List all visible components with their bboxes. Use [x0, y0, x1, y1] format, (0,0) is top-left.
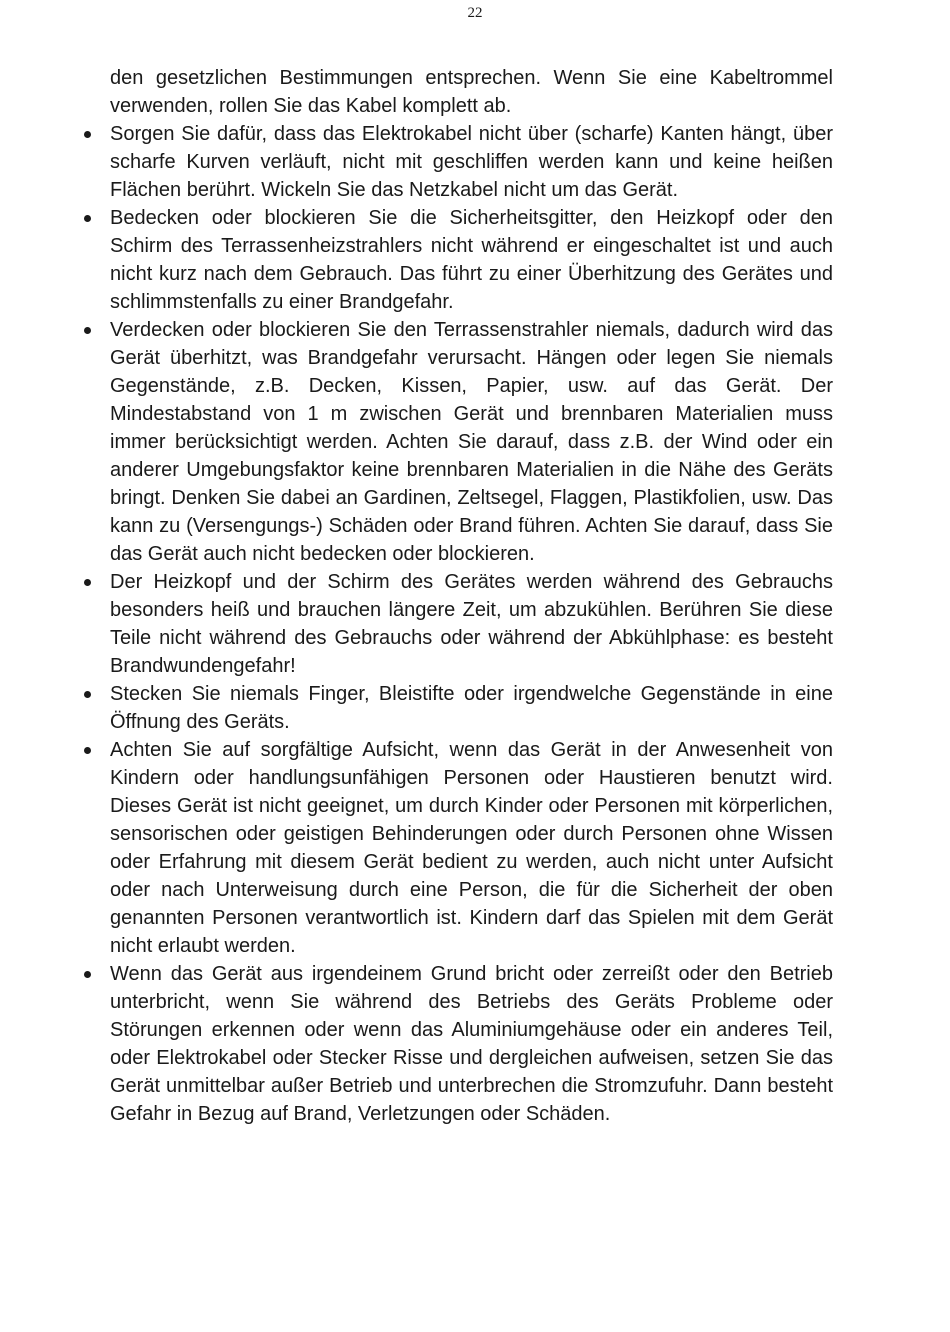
list-item	[110, 960, 833, 1128]
list-item	[110, 736, 833, 960]
list-item	[110, 120, 833, 204]
bullet-icon	[84, 971, 91, 978]
list-item-text: Achten Sie auf sorgfältige Aufsicht, wenn das Gerät in der Anwesenheit von Kindern oder handlungsunfähigen Personen oder Haustieren benutzt wird. Dieses Gerät ist nicht geeignet, um durch Kinder oder Personen mit körperlichen, sensorischen oder geistigen Behinderungen oder durch Personen ohne Wissen oder Erfahrung mit diesem Gerät bedient zu werden, auch nicht unter Aufsicht oder nach Unterweisung durch eine Person, die für die Sicherheit der oben genannten Personen verantwortlich ist. Kindern darf das Spielen mit dem Gerät nicht erlaubt werden.	[110, 739, 833, 957]
list-item	[110, 316, 833, 568]
list-item-text: Wenn das Gerät aus irgendeinem Grund bricht oder zerreißt oder den Betrieb unterbricht, wenn Sie während des Betriebs des Geräts Probleme oder Störungen erkennen oder wenn das Aluminiumgehäuse oder ein anderes Teil, oder Elektrokabel oder Stecker Risse und dergleichen aufweisen, setzen Sie das Gerät unmittelbar außer Betrieb und unterbrechen die Stromzufuhr. Dann besteht Gefahr in Bezug auf Brand, Verletzungen oder Schäden.	[110, 963, 833, 1125]
bullet-icon	[84, 327, 91, 334]
bullet-icon	[84, 131, 91, 138]
list-item-text: Verdecken oder blockieren Sie den Terrassenstrahler niemals, dadurch wird das Gerät überhitzt, was Brandgefahr verursacht. Hängen oder legen Sie niemals Gegenstände, z.B. Decken, Kissen, Papier, usw. auf das Gerät. Der Mindestabstand von 1 m zwischen Gerät und brennbaren Materialien muss immer berücksichtigt werden. Achten Sie darauf, dass z.B. der Wind oder ein anderer Umgebungsfaktor keine brennbaren Materialien in die Nähe des Geräts bringt. Denken Sie dabei an Gardinen, Zeltsegel, Flaggen, Plastikfolien, usw. Das kann zu (Versengungs-) Schäden oder Brand führen. Achten Sie darauf, dass Sie das Gerät auch nicht bedecken oder blockieren.	[110, 319, 833, 565]
list-item-text: Stecken Sie niemals Finger, Bleistifte oder irgendwelche Gegenstände in eine Öffnung des Geräts.	[110, 683, 833, 733]
bullet-icon	[84, 579, 91, 586]
bullet-icon	[84, 747, 91, 754]
document-body	[110, 64, 833, 1128]
bullet-list	[110, 120, 833, 1128]
list-item	[110, 568, 833, 680]
list-item-text: Bedecken oder blockieren Sie die Sicherheitsgitter, den Heizkopf oder den Schirm des Terrassenheizstrahlers nicht während er eingeschaltet ist und auch nicht kurz nach dem Gebrauch. Das führt zu einer Überhitzung des Gerätes und schlimmstenfalls zu einer Brandgefahr.	[110, 207, 833, 313]
page-number: 22	[467, 5, 483, 21]
list-item	[110, 680, 833, 736]
bullet-icon	[84, 691, 91, 698]
list-item-text: Der Heizkopf und der Schirm des Gerätes werden während des Gebrauchs besonders heiß und brauchen längere Zeit, um abzukühlen. Berühren Sie diese Teile nicht während des Gebrauchs oder während der Abkühlphase: es besteht Brandwundengefahr!	[110, 571, 833, 677]
list-item	[110, 204, 833, 316]
list-item-text: Sorgen Sie dafür, dass das Elektrokabel nicht über (scharfe) Kanten hängt, über scharfe Kurven verläuft, nicht mit geschliffen werden kann und keine heißen Flächen berührt. Wickeln Sie das Netzkabel nicht um das Gerät.	[110, 123, 833, 201]
bullet-icon	[84, 215, 91, 222]
continuation-paragraph: den gesetzlichen Bestimmungen entsprechen. Wenn Sie eine Kabeltrommel verwenden, rollen Sie das Kabel komplett ab.	[110, 67, 833, 117]
